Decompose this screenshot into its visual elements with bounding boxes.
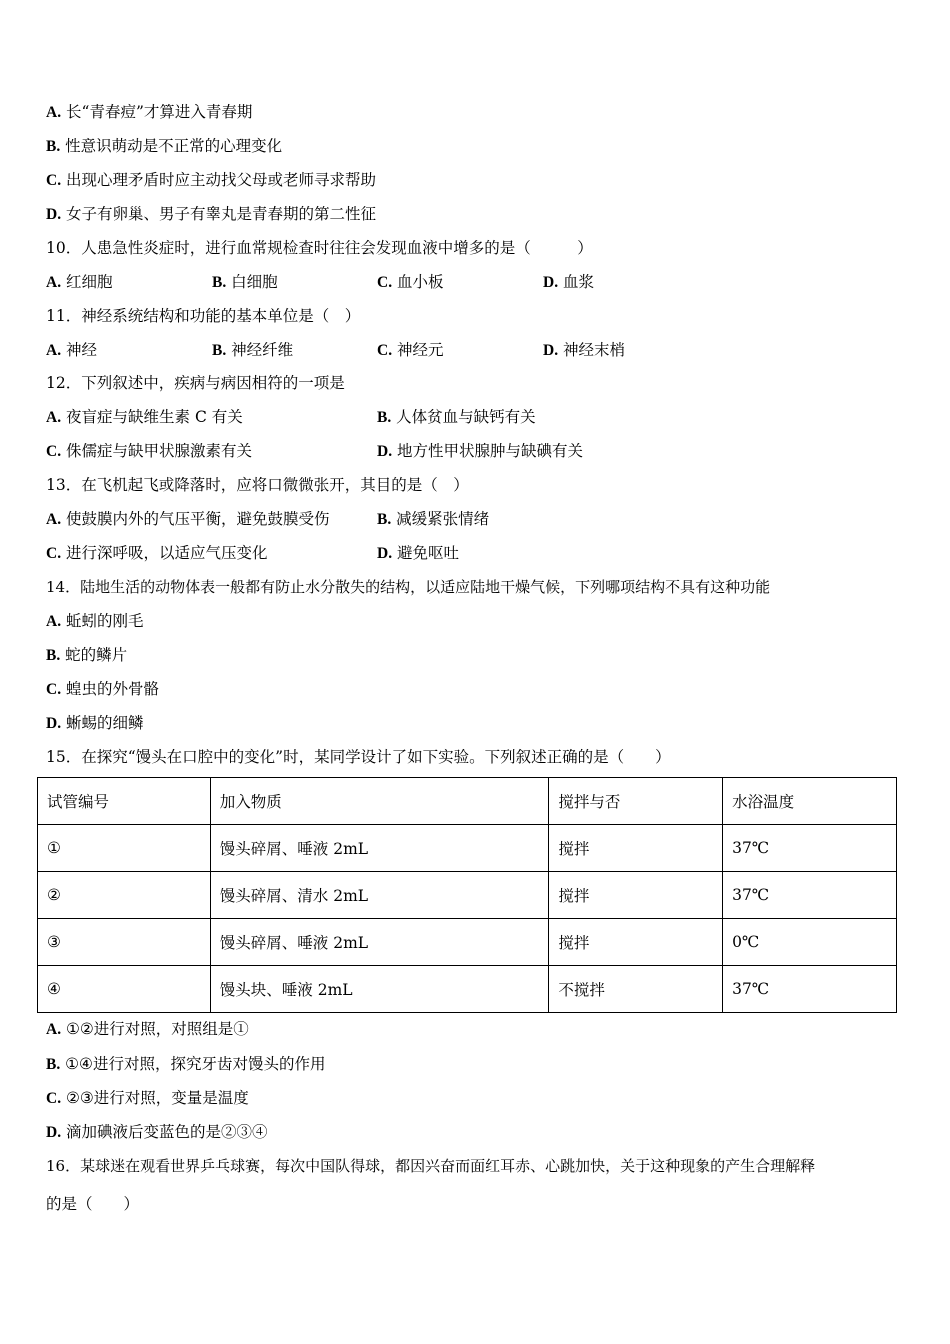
option-text: 血小板 <box>397 273 444 291</box>
q10-option-d <box>543 271 594 294</box>
q9-option-d <box>46 203 376 226</box>
option-letter: A. <box>46 1021 62 1038</box>
q12-option-d <box>377 440 583 463</box>
option-text: 滴加碘液后变蓝色的是②③④ <box>66 1123 268 1141</box>
q11-option-b <box>212 339 293 362</box>
option-text: ①②进行对照，对照组是① <box>66 1020 249 1038</box>
table-row <box>38 872 897 919</box>
option-text: 进行深呼吸，以适应气压变化 <box>66 544 268 562</box>
option-letter: C. <box>46 545 62 562</box>
option-letter: A. <box>46 613 62 630</box>
table-cell: 搅拌 <box>549 872 723 919</box>
q11-stem: 11．神经系统结构和功能的基本单位是（ ） <box>46 307 361 325</box>
table-cell: 不搅拌 <box>549 966 723 1013</box>
q15-option-c <box>46 1087 249 1110</box>
option-text: 避免呕吐 <box>397 544 460 562</box>
table-row <box>38 966 897 1013</box>
option-letter: B. <box>377 409 392 426</box>
option-text: 蚯蚓的刚毛 <box>66 612 144 630</box>
option-text: 蛇的鳞片 <box>65 646 128 664</box>
q15-option-a <box>46 1018 249 1041</box>
table-cell: ② <box>38 872 211 919</box>
option-text: 神经纤维 <box>231 341 294 359</box>
option-text: 白细胞 <box>231 273 278 291</box>
q13-option-b <box>377 508 489 531</box>
table-cell: 0℃ <box>723 919 897 966</box>
table-row <box>38 919 897 966</box>
option-letter: D. <box>46 206 62 223</box>
option-text: 神经 <box>66 341 98 359</box>
option-text: 人体贫血与缺钙有关 <box>396 408 536 426</box>
option-text: 红细胞 <box>66 273 113 291</box>
option-letter: B. <box>46 1056 61 1073</box>
table-cell: 37℃ <box>723 825 897 872</box>
q12-stem: 12．下列叙述中，疾病与病因相符的一项是 <box>46 374 345 392</box>
option-text: 地方性甲状腺肿与缺碘有关 <box>397 442 584 460</box>
option-letter: B. <box>46 647 61 664</box>
option-letter: D. <box>46 715 62 732</box>
option-letter: D. <box>377 545 393 562</box>
table-cell: 馒头块、唾液 2mL <box>210 966 549 1013</box>
q9-option-c <box>46 169 376 192</box>
q9-option-b <box>46 135 282 158</box>
q12-option-a <box>46 406 243 429</box>
table-cell: 37℃ <box>723 872 897 919</box>
q14-option-a <box>46 610 144 633</box>
table-cell: 37℃ <box>723 966 897 1013</box>
q14-option-b <box>46 644 127 667</box>
table-header-row <box>38 778 897 825</box>
option-text: 神经元 <box>397 341 444 359</box>
q14-option-c <box>46 678 159 701</box>
option-letter: B. <box>212 342 227 359</box>
option-letter: D. <box>46 1124 62 1141</box>
option-text: 使鼓膜内外的气压平衡，避免鼓膜受伤 <box>66 510 330 528</box>
table-header-cell: 加入物质 <box>210 778 549 825</box>
option-letter: C. <box>377 342 393 359</box>
q11-option-d <box>543 339 625 362</box>
option-letter: A. <box>46 511 62 528</box>
q15-stem: 15．在探究“馒头在口腔中的变化”时，某同学设计了如下实验。下列叙述正确的是（ ） <box>46 748 671 766</box>
option-letter: B. <box>212 274 227 291</box>
q13-option-d <box>377 542 459 565</box>
q10-stem: 10．人患急性炎症时，进行血常规检查时往往会发现血液中增多的是（ ） <box>46 239 593 257</box>
option-text: 血浆 <box>563 273 595 291</box>
option-text: 蜥蜴的细鳞 <box>66 714 144 732</box>
table-row <box>38 825 897 872</box>
option-letter: D. <box>543 342 559 359</box>
table-cell: 馒头碎屑、唾液 2mL <box>210 919 549 966</box>
option-letter: A. <box>46 342 62 359</box>
table-cell: 搅拌 <box>549 825 723 872</box>
q12-option-b <box>377 406 536 429</box>
q12-option-c <box>46 440 252 463</box>
table-cell: ③ <box>38 919 211 966</box>
q15-option-b <box>46 1053 325 1076</box>
q11-option-c <box>377 339 444 362</box>
option-letter: C. <box>46 1090 62 1107</box>
table-header-cell: 水浴温度 <box>723 778 897 825</box>
option-letter: D. <box>543 274 559 291</box>
option-text: 性意识萌动是不正常的心理变化 <box>65 137 283 155</box>
q13-stem: 13．在飞机起飞或降落时，应将口微微张开，其目的是（ ） <box>46 476 469 494</box>
q14-option-d <box>46 712 144 735</box>
option-letter: A. <box>46 104 62 121</box>
option-text: 侏儒症与缺甲状腺激素有关 <box>66 442 253 460</box>
option-letter: C. <box>377 274 393 291</box>
option-text: 蝗虫的外骨骼 <box>66 680 160 698</box>
table-header-cell: 搅拌与否 <box>549 778 723 825</box>
q13-option-a <box>46 508 330 531</box>
option-letter: A. <box>46 409 62 426</box>
option-text: 女子有卵巢、男子有睾丸是青春期的第二性征 <box>66 205 377 223</box>
experiment-table <box>37 777 897 1013</box>
option-letter: C. <box>46 172 62 189</box>
q11-option-a <box>46 339 97 362</box>
option-text: 长“青春痘”才算进入青春期 <box>66 103 253 121</box>
table-cell: 馒头碎屑、唾液 2mL <box>210 825 549 872</box>
q10-option-b <box>212 271 278 294</box>
option-letter: C. <box>46 443 62 460</box>
option-text: 出现心理矛盾时应主动找父母或老师寻求帮助 <box>66 171 377 189</box>
q14-stem: 14．陆地生活的动物体表一般都有防止水分散失的结构，以适应陆地干燥气候，下列哪项结构不具有这种功能 <box>46 578 771 596</box>
option-text: 减缓紧张情绪 <box>396 510 490 528</box>
option-text: 神经末梢 <box>563 341 626 359</box>
table-cell: 馒头碎屑、清水 2mL <box>210 872 549 919</box>
option-letter: A. <box>46 274 62 291</box>
table-cell: ④ <box>38 966 211 1013</box>
q15-option-d <box>46 1121 268 1144</box>
q10-option-a <box>46 271 113 294</box>
option-text: ①④进行对照，探究牙齿对馒头的作用 <box>65 1055 326 1073</box>
table-cell: 搅拌 <box>549 919 723 966</box>
q9-option-a <box>46 101 252 124</box>
q16-stem-line1: 16．某球迷在观看世界乒乓球赛，每次中国队得球，都因兴奋而面红耳赤、心跳加快，关于这种现象的产生合理解释 <box>46 1157 816 1175</box>
option-letter: D. <box>377 443 393 460</box>
q10-option-c <box>377 271 444 294</box>
option-letter: C. <box>46 681 62 698</box>
option-text: 夜盲症与缺维生素 C 有关 <box>66 408 243 426</box>
table-header-cell: 试管编号 <box>38 778 211 825</box>
option-letter: B. <box>46 138 61 155</box>
q13-option-c <box>46 542 268 565</box>
table-cell: ① <box>38 825 211 872</box>
option-text: ②③进行对照，变量是温度 <box>66 1089 249 1107</box>
option-letter: B. <box>377 511 392 528</box>
q16-stem-line2: 的是（ ） <box>46 1195 140 1213</box>
